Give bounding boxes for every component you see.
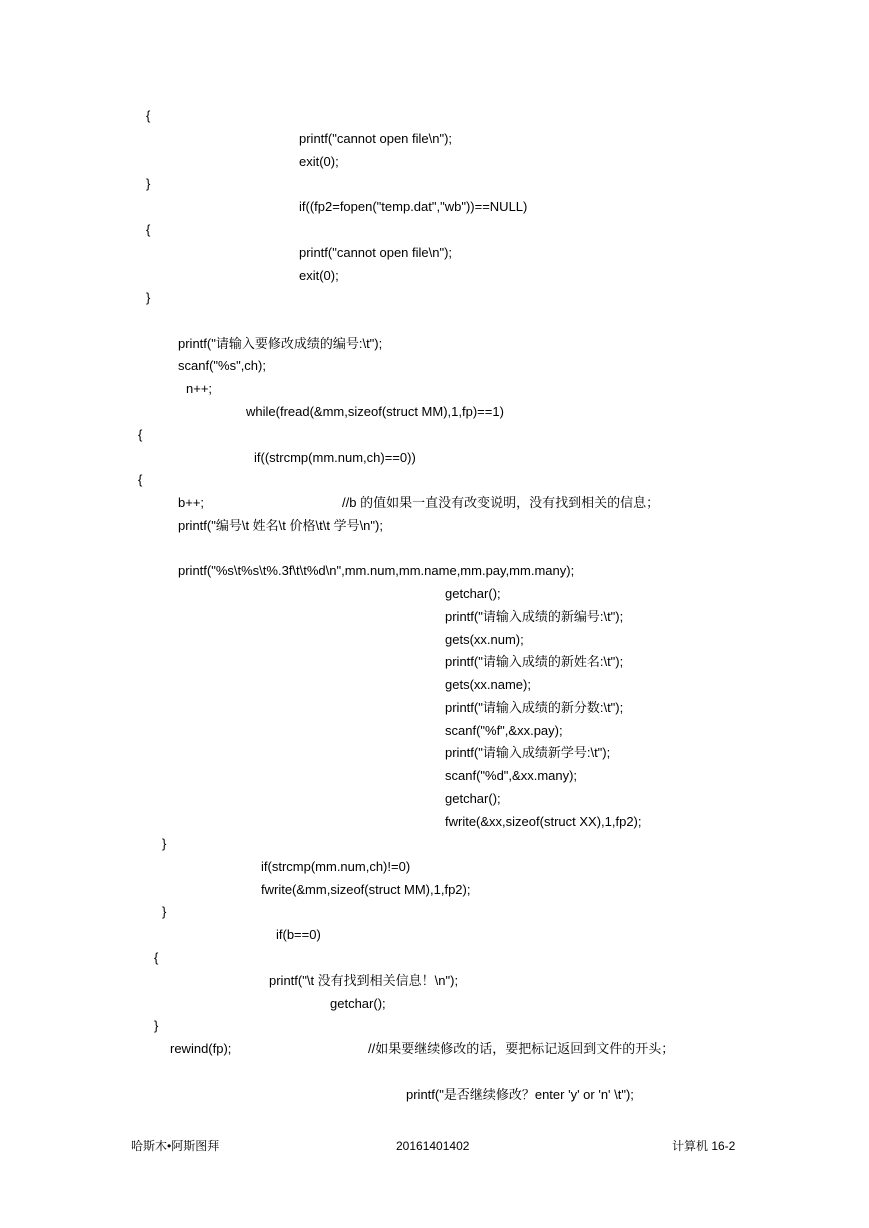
code-line: {: [146, 108, 151, 123]
code-line: scanf("%s",ch);: [178, 358, 266, 373]
code-comment: //b 的值如果一直没有改变说明，没有找到相关的信息；: [342, 495, 660, 510]
code-line: printf("%s\t%s\t%.3f\t\t%d\n",mm.num,mm.name,mm.pay,mm.many);: [178, 563, 575, 578]
code-line: printf("编号\t 姓名\t 价格\t\t 学号\n");: [178, 518, 383, 533]
code-line: }: [146, 290, 151, 305]
code-line: gets(xx.name);: [445, 677, 531, 692]
code-line: printf("请输入成绩新学号:\t");: [445, 745, 611, 760]
code-line: b++;: [178, 495, 205, 510]
code-line: exit(0);: [299, 268, 339, 283]
code-line: }: [146, 176, 151, 191]
code-line: }: [162, 836, 167, 851]
code-line: getchar();: [445, 586, 501, 601]
code-line: }: [162, 904, 167, 919]
code-line: printf("请输入成绩的新姓名:\t");: [445, 654, 624, 669]
code-line: printf("cannot open file\n");: [299, 245, 453, 260]
footer-student-id: 20161401402: [396, 1139, 470, 1153]
code-line: printf("请输入成绩的新分数:\t");: [445, 700, 624, 715]
footer-class: 计算机 16-2: [672, 1139, 736, 1153]
code-line: while(fread(&mm,sizeof(struct MM),1,fp)==1): [246, 404, 504, 419]
code-line: scanf("%d",&xx.many);: [445, 768, 578, 783]
code-line: printf("是否继续修改？enter 'y' or 'n' \t");: [406, 1087, 634, 1102]
code-line: n++;: [186, 381, 213, 396]
code-line: gets(xx.num);: [445, 632, 524, 647]
code-line: }: [154, 1018, 159, 1033]
code-line: fwrite(&xx,sizeof(struct XX),1,fp2);: [445, 814, 642, 829]
code-comment: //如果要继续修改的话，要把标记返回到文件的开头；: [368, 1041, 675, 1056]
code-line: fwrite(&mm,sizeof(struct MM),1,fp2);: [261, 882, 471, 897]
code-line: {: [154, 950, 159, 965]
code-line: rewind(fp);: [170, 1041, 232, 1056]
code-line: {: [138, 427, 143, 442]
code-line: printf("请输入要修改成绩的编号:\t");: [178, 336, 383, 351]
code-line: {: [138, 472, 143, 487]
code-line: if(b==0): [276, 927, 321, 942]
code-line: printf("\t 没有找到相关信息！\n");: [269, 973, 459, 988]
code-line: scanf("%f",&xx.pay);: [445, 723, 563, 738]
code-line: if((fp2=fopen("temp.dat","wb"))==NULL): [299, 199, 528, 214]
code-line: {: [146, 222, 151, 237]
code-line: getchar();: [330, 996, 386, 1011]
footer-author: 哈斯木•阿斯图拜: [131, 1139, 220, 1153]
code-line: exit(0);: [299, 154, 339, 169]
code-line: getchar();: [445, 791, 501, 806]
code-line: printf("cannot open file\n");: [299, 131, 453, 146]
code-line: printf("请输入成绩的新编号:\t");: [445, 609, 624, 624]
code-line: if((strcmp(mm.num,ch)==0)): [254, 450, 416, 465]
code-line: if(strcmp(mm.num,ch)!=0): [261, 859, 411, 874]
